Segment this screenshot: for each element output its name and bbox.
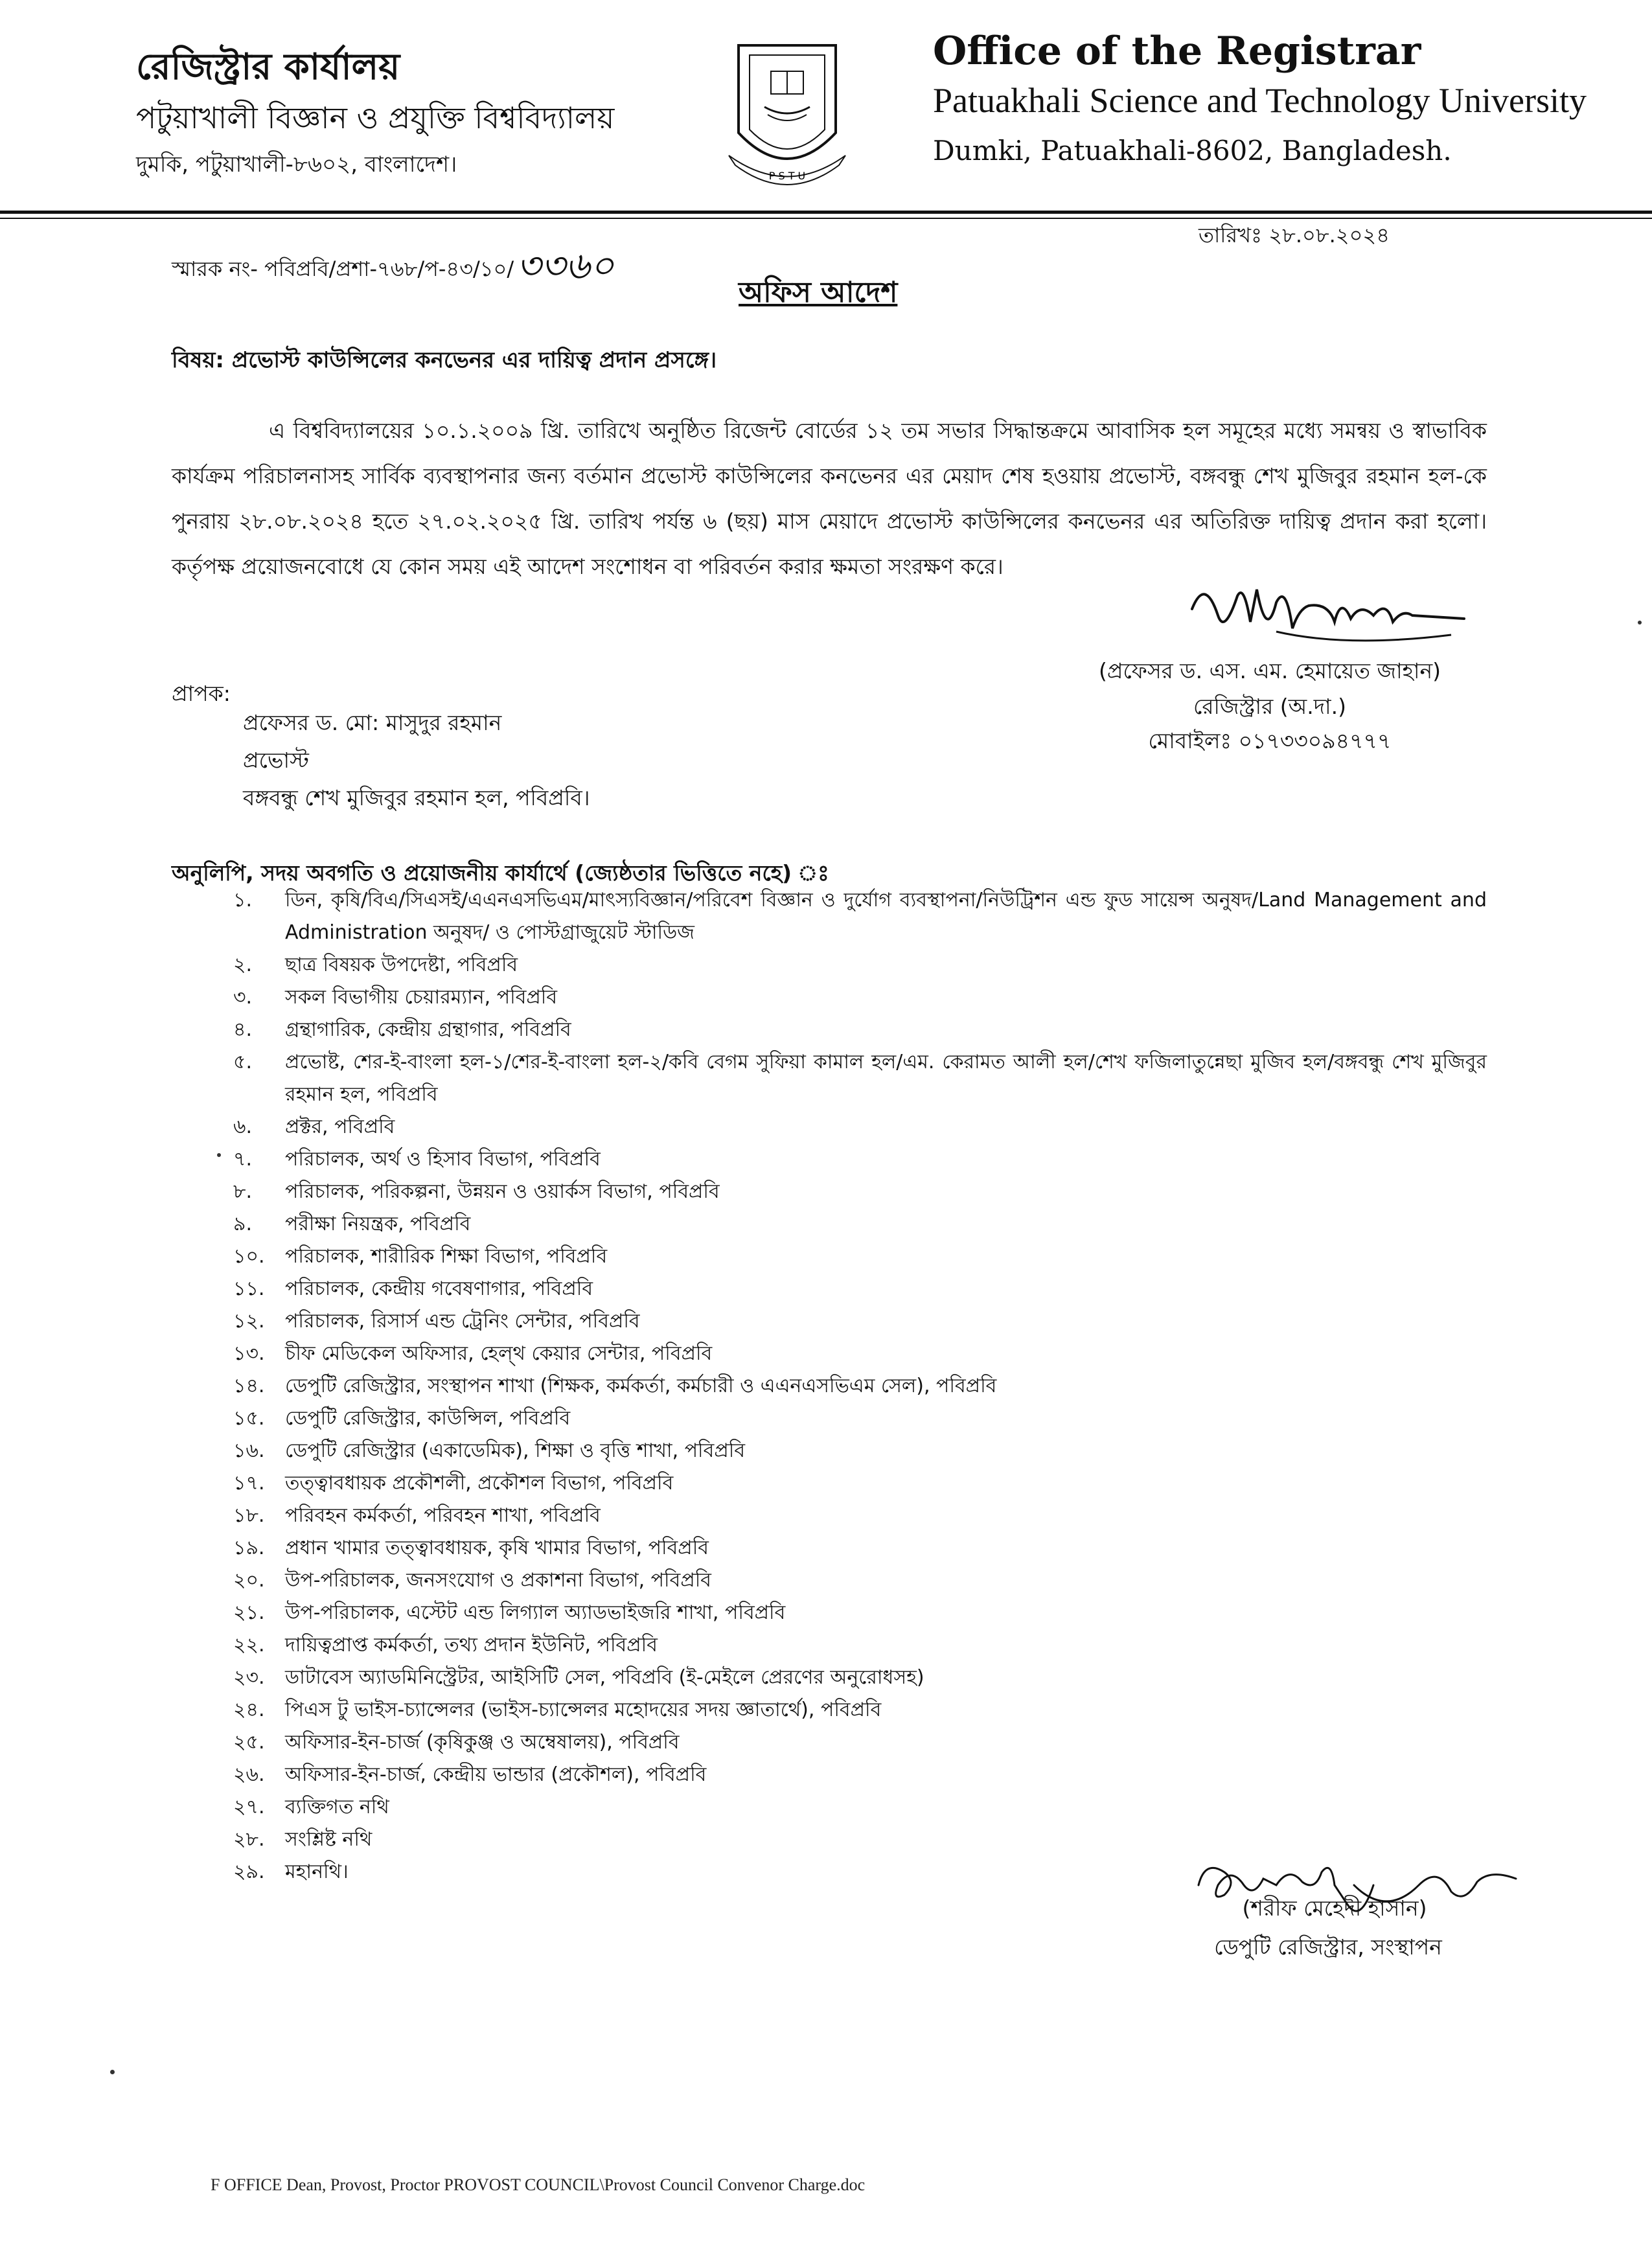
header-rule-thin [0, 218, 1652, 219]
cc-item-number: ১২. [233, 1310, 265, 1333]
cc-list-item [172, 1143, 1487, 1176]
file-path-footer: F OFFICE Dean, Provost, Proctor PROVOST COUNCIL\Provost Council Convenor Charge.doc [211, 2175, 866, 2194]
cc-list-item [172, 1726, 1487, 1759]
cc-list-item [172, 1467, 1487, 1500]
cc-list-item [172, 1435, 1487, 1467]
cc-list-item [172, 884, 1487, 949]
cc-list-item [172, 981, 1487, 1014]
cc-item-text: পরিচালক, পরিকল্পনা, উন্নয়ন ও ওয়ার্কস বিভাগ, পবিপ্রবি [285, 1180, 720, 1203]
order-title: অফিস আদেশ [739, 276, 898, 309]
scan-speck [1638, 621, 1642, 624]
cc-item-text: মহানথি। [285, 1861, 349, 1883]
cc-item-text: তত্ত্বাবধায়ক প্রকৌশলী, প্রকৌশল বিভাগ, পবিপ্রবি [285, 1472, 674, 1495]
cc-item-number: ২. [233, 954, 253, 976]
registrar-title: রেজিস্ট্রার (অ.দা.) [1193, 694, 1346, 719]
deputy-registrar-title: ডেপুটি রেজিস্ট্রার, সংস্থাপন [1214, 1934, 1442, 1960]
memo-number-printed: স্মারক নং- পবিপ্রবি/প্রশা-৭৬৮/প-৪৩/১০/ [172, 257, 514, 281]
cc-item-text: সংশ্লিষ্ট নথি [285, 1828, 373, 1851]
cc-list-item [172, 1694, 1487, 1726]
cc-item-text: দায়িত্বপ্রাপ্ত কর্মকর্তা, তথ্য প্রদান ইউনিট, পবিপ্রবি [285, 1634, 658, 1656]
cc-item-text: পিএস টু ভাইস-চ্যান্সেলর (ভাইস-চ্যান্সেলর মহোদয়ের সদয় জ্ঞাতার্থে), পবিপ্রবি [285, 1699, 882, 1721]
deputy-registrar-name: (শরীফ মেহেদী হাসান) [1242, 1896, 1427, 1921]
cc-item-text: ডেপুটি রেজিস্ট্রার, কাউন্সিল, পবিপ্রবি [285, 1407, 571, 1430]
cc-list-item [172, 1791, 1487, 1824]
cc-item-number: ২৩. [233, 1666, 265, 1689]
cc-list-item [172, 1305, 1487, 1338]
cc-item-number: ২৯. [233, 1861, 265, 1883]
recipient-hall: বঙ্গবন্ধু শেখ মুজিবুর রহমান হল, পবিপ্রবি। [243, 785, 590, 810]
cc-list-item [172, 949, 1487, 981]
subject-line: বিষয়: প্রভোস্ট কাউন্সিলের কনভেনর এর দায়িত্ব প্রদান প্রসঙ্গে। [172, 347, 717, 373]
cc-list-item [172, 1629, 1487, 1662]
scan-speck [110, 2070, 115, 2074]
cc-item-number: ১৪. [233, 1375, 265, 1397]
cc-list-item [172, 1111, 1487, 1143]
cc-item-number: ২৪. [233, 1699, 265, 1721]
cc-item-text: প্রভোষ্ট, শের-ই-বাংলা হল-১/শের-ই-বাংলা হল-২/কবি বেগম সুফিয়া কামাল হল/এম. কেরামত আলী হল/শেখ ফজিলাতুন্নেছা মুজিব হল/বঙ্গবন্ধু শেখ মুজিবুর রহমান হল, পবিপ্রবি [285, 1051, 1487, 1106]
cc-list-item [172, 1662, 1487, 1694]
memo-number-handwritten: ৩৩৬০ [516, 244, 614, 288]
cc-item-number: ২৫. [233, 1731, 265, 1754]
logo-initials: P S T U [768, 170, 806, 182]
cc-item-number: ৪. [233, 1018, 253, 1041]
scan-speck [217, 1153, 221, 1157]
cc-item-text: ডাটাবেস অ্যাডমিনিস্ট্রেটর, আইসিটি সেল, পবিপ্রবি (ই-মেইলে প্রেরণের অনুরোধসহ) [285, 1666, 924, 1689]
cc-item-text: পরীক্ষা নিয়ন্ত্রক, পবিপ্রবি [285, 1213, 471, 1235]
cc-item-text: প্রক্টর, পবিপ্রবি [285, 1116, 395, 1138]
registrar-name: (প্রফেসর ড. এস. এম. হেমায়েত জাহান) [1098, 658, 1441, 683]
cc-item-text: পরিচালক, অর্থ ও হিসাব বিভাগ, পবিপ্রবি [285, 1148, 601, 1171]
cc-item-text: ডিন, কৃষি/বিএ/সিএসই/এএনএসভিএম/মাৎস্যবিজ্ঞান/পরিবেশ বিজ্ঞান ও দুর্যোগ ব্যবস্থাপনা/নিউট্রিশন এন্ড ফুড সায়েন্স অনুষদ/Land Management and Administration অনুষদ/ ও পোস্টগ্রাজুয়েট স্টাডিজ [285, 889, 1487, 944]
registrar-mobile: মোবাইলঃ ০১৭৩৩০৯৪৭৭৭ [1148, 728, 1392, 753]
cc-list-item [172, 1241, 1487, 1273]
cc-item-text: সকল বিভাগীয় চেয়ারম্যান, পবিপ্রবি [285, 986, 558, 1009]
recipient-position: প্রভোস্ট [243, 748, 310, 773]
cc-list [172, 884, 1487, 1888]
cc-list-item [172, 1759, 1487, 1791]
cc-item-text: প্রধান খামার তত্ত্বাবধায়ক, কৃষি খামার বিভাগ, পবিপ্রবি [285, 1537, 709, 1559]
cc-list-item [172, 1176, 1487, 1208]
order-body: এ বিশ্ববিদ্যালয়ের ১০.১.২০০৯ খ্রি. তারিখে অনুষ্ঠিত রিজেন্ট বোর্ডের ১২ তম সভার সিদ্ধান্তক্রমে আবাসিক হল সমূহের মধ্যে সমন্বয় ও স্বাভাবিক কার্যক্রম পরিচালনাসহ সার্বিক ব্যবস্থাপনার জন্য বর্তমান প্রভোস্ট কাউন্সিলের কনভেনর এর মেয়াদ শেষ হওয়ায় প্রভোস্ট, বঙ্গবন্ধু শেখ মুজিবুর রহমান হল-কে পুনরায় ২৮.০৮.২০২৪ হতে ২৭.০২.২০২৫ খ্রি. তারিখ পর্যন্ত ৬ (ছয়) মাস মেয়াদে প্রভোস্ট কাউন্সিলের কনভেনর এর অতিরিক্ত দায়িত্ব প্রদান করা হলো। কর্তৃপক্ষ প্রয়োজনবোধে যে কোন সময় এই আদেশ সংশোধন বা পরিবর্তন করার ক্ষমতা সংরক্ষণ করে। [172, 418, 1487, 579]
cc-item-number: ২৬. [233, 1763, 265, 1786]
cc-item-text: ব্যক্তিগত নথি [285, 1796, 389, 1818]
cc-item-number: ৯. [233, 1213, 253, 1235]
cc-item-text: গ্রন্থাগারিক, কেন্দ্রীয় গ্রন্থাগার, পবিপ্রবি [285, 1018, 571, 1041]
university-name-en: Patuakhali Science and Technology University [933, 81, 1587, 120]
cc-item-text: উপ-পরিচালক, এস্টেট এন্ড লিগ্যাল অ্যাডভাইজরি শাখা, পবিপ্রবি [285, 1601, 786, 1624]
cc-item-text: ডেপুটি রেজিস্ট্রার (একাডেমিক), শিক্ষা ও বৃত্তি শাখা, পবিপ্রবি [285, 1439, 746, 1462]
cc-item-number: ১৭. [233, 1472, 265, 1495]
cc-item-text: অফিসার-ইন-চার্জ, কেন্দ্রীয় ভান্ডার (প্রকৌশল), পবিপ্রবি [285, 1763, 707, 1786]
cc-item-number: ১. [233, 889, 253, 911]
recipient-name: প্রফেসর ড. মো: মাসুদুর রহমান [243, 710, 502, 735]
cc-item-number: ১৯. [233, 1537, 265, 1559]
cc-list-item [172, 1564, 1487, 1597]
cc-item-number: ২২. [233, 1634, 265, 1656]
cc-item-number: ১০. [233, 1245, 265, 1268]
recipient-label: প্রাপক: [172, 681, 231, 706]
cc-item-text: উপ-পরিচালক, জনসংযোগ ও প্রকাশনা বিভাগ, পবিপ্রবি [285, 1569, 711, 1592]
header-rule-thick [0, 211, 1652, 214]
cc-list-item [172, 1046, 1487, 1111]
cc-heading: অনুলিপি, সদয় অবগতি ও প্রয়োজনীয় কার্যার্থে (জ্যেষ্ঠতার ভিত্তিতে নহে) ঃ [172, 860, 829, 886]
cc-item-number: ১৬. [233, 1439, 265, 1462]
cc-item-number: ৫. [233, 1051, 253, 1073]
university-name-bn: পটুয়াখালী বিজ্ঞান ও প্রযুক্তি বিশ্ববিদ্যালয় [136, 100, 615, 135]
cc-list-item [172, 1273, 1487, 1305]
cc-list-item [172, 1532, 1487, 1564]
cc-item-number: ৭. [233, 1148, 253, 1171]
registrar-signature-icon [1179, 570, 1477, 661]
memo-date: তারিখঃ ২৮.০৮.২০২৪ [1199, 223, 1390, 247]
cc-list-item [172, 1500, 1487, 1532]
cc-list-item [172, 1014, 1487, 1046]
cc-item-text: পরিচালক, রিসার্স এন্ড ট্রেনিং সেন্টার, পবিপ্রবি [285, 1310, 640, 1333]
cc-item-number: ১৩. [233, 1342, 265, 1365]
cc-list-item [172, 1403, 1487, 1435]
cc-item-text: পরিচালক, কেন্দ্রীয় গবেষণাগার, পবিপ্রবি [285, 1277, 593, 1300]
address-en: Dumki, Patuakhali-8602, Bangladesh. [933, 135, 1452, 166]
office-name-en: Office of the Registrar [933, 29, 1421, 74]
cc-item-number: ১৮. [233, 1504, 265, 1527]
cc-list-item [172, 1338, 1487, 1370]
cc-item-number: ২৭. [233, 1796, 265, 1818]
cc-item-number: ১৫. [233, 1407, 265, 1430]
cc-list-item [172, 1208, 1487, 1241]
cc-item-text: পরিচালক, শারীরিক শিক্ষা বিভাগ, পবিপ্রবি [285, 1245, 608, 1268]
university-logo-icon [709, 36, 865, 191]
cc-item-number: ৮. [233, 1180, 253, 1203]
office-name-bn: রেজিস্ট্রার কার্যালয় [136, 46, 400, 88]
cc-item-number: ২০. [233, 1569, 265, 1592]
cc-list-item [172, 1370, 1487, 1403]
cc-item-text: পরিবহন কর্মকর্তা, পরিবহন শাখা, পবিপ্রবি [285, 1504, 601, 1527]
cc-item-number: ২১. [233, 1601, 265, 1624]
cc-item-text: চীফ মেডিকেল অফিসার, হেল্থ কেয়ার সেন্টার, পবিপ্রবি [285, 1342, 713, 1365]
cc-item-number: ৬. [233, 1116, 253, 1138]
cc-item-number: ২৮. [233, 1828, 265, 1851]
cc-item-number: ৩. [233, 986, 253, 1009]
cc-item-text: ডেপুটি রেজিস্ট্রার, সংস্থাপন শাখা (শিক্ষক, কর্মকর্তা, কর্মচারী ও এএনএসভিএম সেল), পবিপ্রবি [285, 1375, 997, 1397]
cc-item-number: ১১. [233, 1277, 265, 1300]
cc-item-text: অফিসার-ইন-চার্জ (কৃষিকুঞ্জ ও অম্বেষালয়), পবিপ্রবি [285, 1731, 680, 1754]
cc-item-text: ছাত্র বিষয়ক উপদেষ্টা, পবিপ্রবি [285, 954, 518, 976]
memo-number [172, 235, 614, 297]
address-bn: দুমকি, পটুয়াখালী-৮৬০২, বাংলাদেশ। [136, 152, 457, 178]
cc-list-item [172, 1597, 1487, 1629]
